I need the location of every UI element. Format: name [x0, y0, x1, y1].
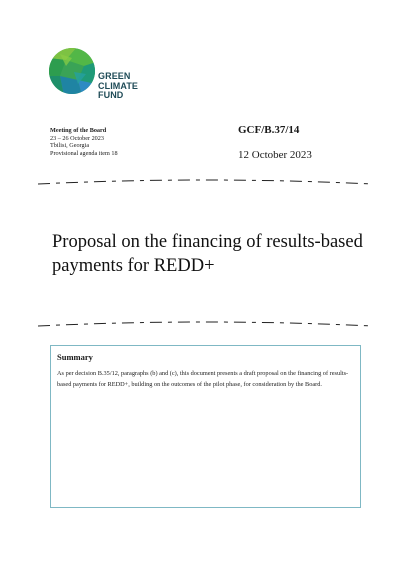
logo-wordmark [98, 72, 138, 101]
decorative-divider-top [36, 174, 374, 188]
page-title: Proposal on the financing of results-based payments for REDD+ [52, 232, 363, 276]
document-date: 12 October 2023 [238, 149, 312, 161]
meeting-title: Meeting of the Board [50, 127, 107, 134]
logo-line-fund: FUND [98, 90, 124, 100]
meeting-dates: 23 – 26 October 2023 [50, 134, 104, 142]
logo-line-green: GREEN [98, 71, 131, 81]
meeting-location: Tbilisi, Georgia [50, 142, 90, 150]
summary-heading: Summary [57, 352, 93, 362]
meeting-agenda: Provisional agenda item 18 [50, 149, 118, 157]
globe-logo-icon [48, 46, 96, 96]
gcf-logo [48, 46, 148, 110]
meeting-info [50, 127, 118, 157]
logo-line-climate: CLIMATE [98, 80, 139, 91]
summary-box [50, 345, 361, 508]
decorative-divider-bottom [36, 316, 374, 330]
summary-body: As per decision B.35/12, paragraphs (b) and (c), this document presents a draft proposal on the financing of results-based payments for REDD+, building on the outcomes of the pilot phase, for consideration by the Board. [57, 370, 349, 389]
document-id: GCF/B.37/14 [238, 124, 300, 136]
